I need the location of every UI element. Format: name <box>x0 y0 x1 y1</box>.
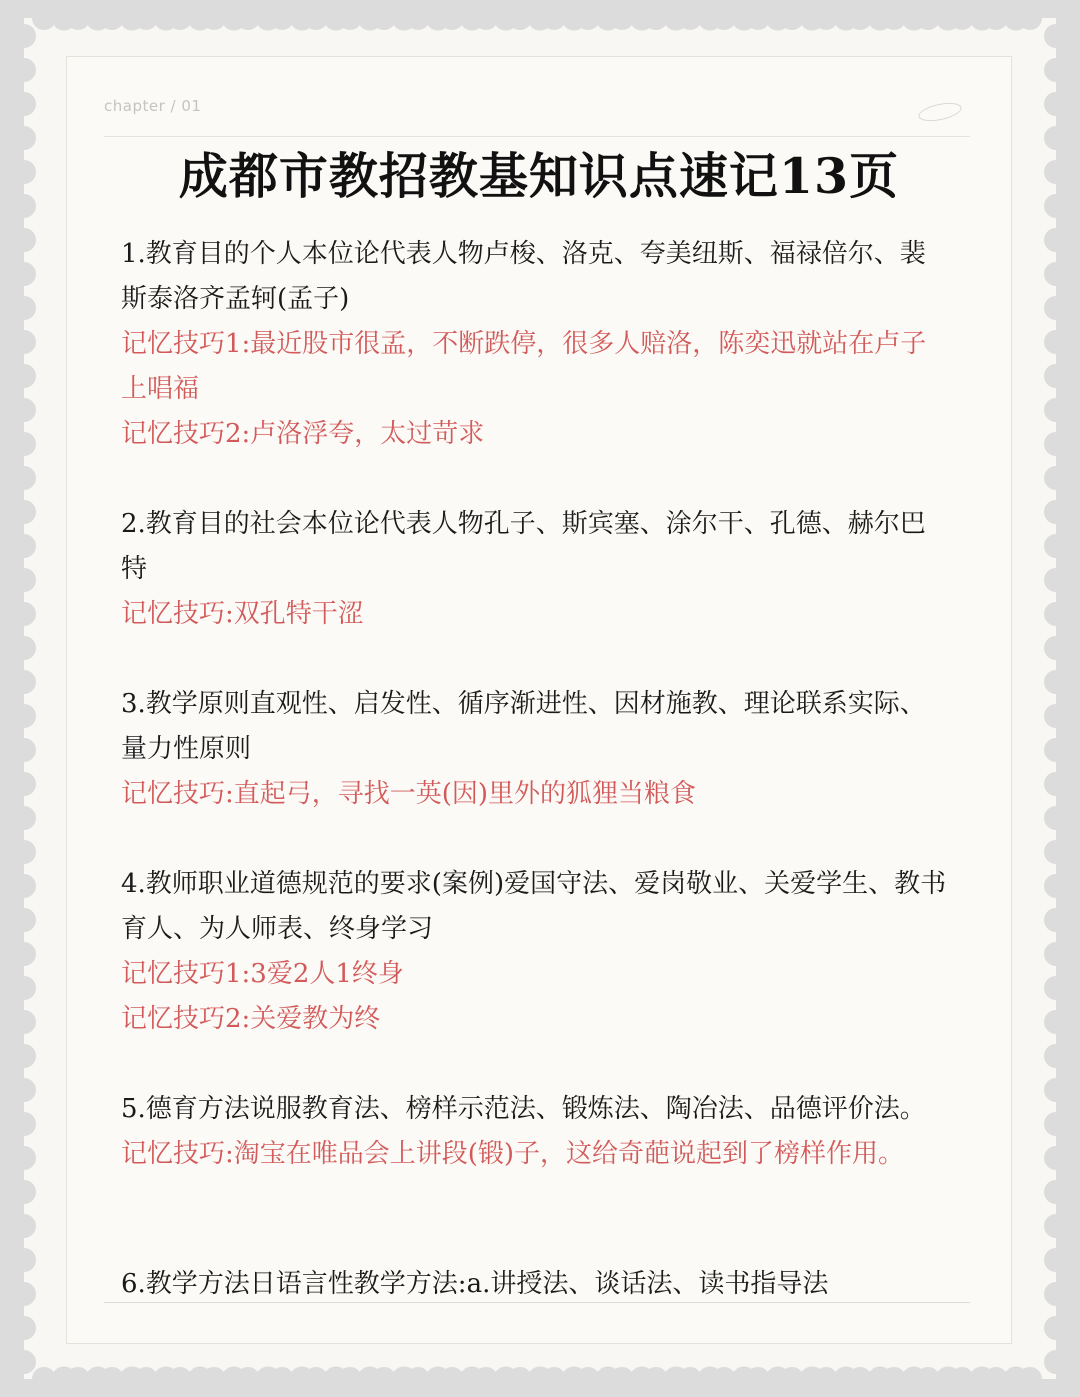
memory-tip: 记忆技巧2:关爱教为终 <box>121 1004 381 1034</box>
knowledge-list <box>121 232 951 1222</box>
item-text: 3.教学原则直观性、启发性、循序渐进性、因材施教、理论联系实际、量力性原则 <box>121 689 926 764</box>
header-divider <box>104 136 970 137</box>
memory-tip: 记忆技巧1:最近股市很孟，不断跌停，很多人赔洛，陈奕迅就站在卢子上唱福 <box>121 329 927 404</box>
list-item <box>121 1087 951 1177</box>
chapter-label: chapter / 01 <box>104 97 202 115</box>
memory-tip: 记忆技巧:直起弓，寻找一英(因)里外的狐狸当粮食 <box>121 779 697 809</box>
list-item <box>121 682 951 817</box>
memory-tip: 记忆技巧:双孔特干涩 <box>121 599 364 629</box>
list-item-truncated: 6.教学方法日语言性教学方法:a.讲授法、谈话法、读书指导法 <box>121 1269 829 1299</box>
memory-tip: 记忆技巧:淘宝在唯品会上讲段(锻)子，这给奇葩说起到了榜样作用。 <box>121 1139 905 1169</box>
page-title: 成都市教招教基知识点速记13页 <box>178 147 900 205</box>
list-item <box>121 502 951 637</box>
item-text: 1.教育目的个人本位论代表人物卢梭、洛克、夸美纽斯、福禄倍尔、裴斯泰洛齐孟轲(孟子) <box>121 239 926 314</box>
item-text: 4.教师职业道德规范的要求(案例)爱国守法、爱岗敬业、关爱学生、教书育人、为人师表、终身学习 <box>121 869 947 944</box>
memory-tip: 记忆技巧2:卢洛浮夸，太过苛求 <box>121 419 485 449</box>
memory-tip: 记忆技巧1:3爱2人1终身 <box>121 959 404 989</box>
item-text: 2.教育目的社会本位论代表人物孔子、斯宾塞、涂尔干、孔德、赫尔巴特 <box>121 509 926 584</box>
bottom-divider <box>104 1302 970 1303</box>
item-text: 5.德育方法说服教育法、榜样示范法、锻炼法、陶冶法、品德评价法。 <box>121 1094 926 1124</box>
list-item <box>121 862 951 1042</box>
list-item <box>121 232 951 457</box>
